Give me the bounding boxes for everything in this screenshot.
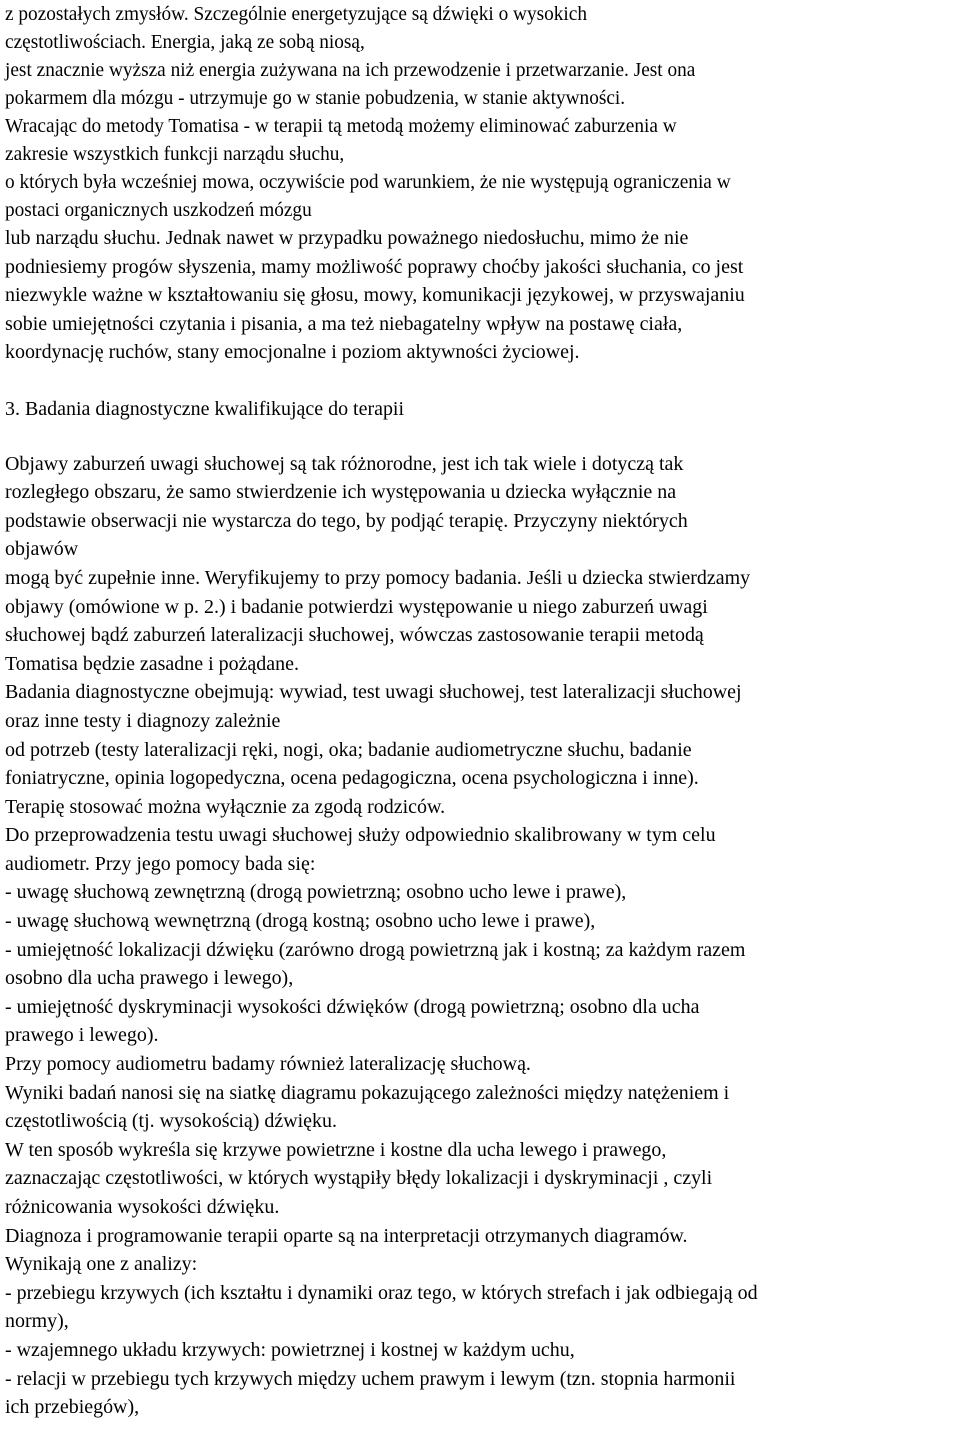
text-line: objawy (omówione w p. 2.) i badanie potwierdzi występowanie u niego zaburzeń uwagi — [5, 595, 708, 618]
text-line: różnicowania wysokości dźwięku. — [5, 1196, 280, 1218]
text-line: podstawie obserwacji nie wystarcza do tego, by podjąć terapię. Przyczyny niektórych — [5, 509, 688, 532]
paragraph-tomatis-intro — [5, 0, 957, 224]
section-body — [5, 450, 957, 1422]
text-line: sobie umiejętności czytania i pisania, a ma też niebagatelny wpływ na postawę ciała, — [5, 312, 683, 335]
text-line: Diagnoza i programowanie terapii oparte są na interpretacji otrzymanych diagramów. — [5, 1224, 688, 1247]
text-line: ich przebiegów), — [5, 1396, 140, 1419]
text-line: osobno dla ucha prawego i lewego), — [5, 967, 294, 990]
list-item: - uwagę słuchową zewnętrzną (drogą powietrzną; osobno ucho lewe i prawe), — [5, 881, 627, 904]
text-line: rozległego obszaru, że samo stwierdzenie ich występowania u dziecka wyłącznie na — [5, 481, 677, 504]
list-item: - umiejętność dyskryminacji wysokości dźwięków (drogą powietrzną; osobno dla ucha — [5, 995, 700, 1018]
text-line: niezwykle ważne w kształtowaniu się głosu, mowy, komunikacji językowej, w przyswajaniu — [5, 284, 745, 307]
section-heading — [5, 395, 957, 424]
text-line: objawów — [5, 538, 79, 561]
text-line: częstotliwością (tj. wysokością) dźwięku. — [5, 1110, 337, 1133]
text-line: Przy pomocy audiometru badamy również lateralizację słuchową. — [5, 1053, 531, 1076]
paragraph-hearing-loss — [5, 224, 957, 367]
text-line: Wyniki badań nanosi się na siatkę diagramu pokazującego zależności między natężeniem i — [5, 1081, 730, 1104]
text-line: W ten sposób wykreśla się krzywe powietrzne i kostne dla ucha lewego i prawego, — [5, 1138, 667, 1161]
list-item: - przebiegu krzywych (ich kształtu i dynamiki oraz tego, w których strefach i jak odbiegają od — [5, 1281, 758, 1304]
text-line: Wracając do metody Tomatisa - w terapii tą metodą możemy eliminować zaburzenia w — [5, 115, 677, 137]
text-line: o których była wcześniej mowa, oczywiście pod warunkiem, że nie występują ograniczenia w — [5, 171, 731, 193]
text-line: Objawy zaburzeń uwagi słuchowej są tak różnorodne, jest ich tak wiele i dotyczą tak — [5, 452, 684, 475]
text-line: foniatryczne, opinia logopedyczna, ocena pedagogiczna, ocena psychologiczna i inne). — [5, 767, 699, 790]
list-item: - umiejętność lokalizacji dźwięku (zarówno drogą powietrzną jak i kostną; za każdym razem — [5, 938, 746, 961]
text-line: lub narządu słuchu. Jednak nawet w przypadku poważnego niedosłuchu, mimo że nie — [5, 227, 689, 249]
text-line: prawego i lewego). — [5, 1024, 159, 1047]
list-item: - wzajemnego układu krzywych: powietrznej i kostnej w każdym uchu, — [5, 1338, 575, 1361]
text-line: z pozostałych zmysłów. Szczególnie energetyzujące są dźwięki o wysokich — [5, 3, 588, 25]
text-line: koordynację ruchów, stany emocjonalne i poziom aktywności życiowej. — [5, 341, 580, 364]
text-line: audiometr. Przy jego pomocy bada się: — [5, 852, 316, 875]
text-line: podniesiemy progów słyszenia, mamy możliwość poprawy choćby jakości słuchania, co jest — [5, 255, 744, 278]
text-line: zaznaczając częstotliwości, w których wystąpiły błędy lokalizacji i dyskryminacji , czyli — [5, 1167, 713, 1190]
document-page — [5, 0, 957, 1422]
text-line: słuchowej bądź zaburzeń lateralizacji słuchowej, wówczas zastosowanie terapii metodą — [5, 624, 704, 647]
text-line: Do przeprowadzenia testu uwagi słuchowej służy odpowiednio skalibrowany w tym celu — [5, 824, 716, 847]
text-line: Badania diagnostyczne obejmują: wywiad, test uwagi słuchowej, test lateralizacji słuchowej — [5, 681, 742, 704]
text-line: normy), — [5, 1310, 69, 1333]
text-line: Terapię stosować można wyłącznie za zgodą rodziców. — [5, 795, 446, 818]
text-line: postaci organicznych uszkodzeń mózgu — [5, 199, 312, 221]
text-line: Wynikają one z analizy: — [5, 1253, 198, 1276]
list-item: - uwagę słuchową wewnętrzną (drogą kostną; osobno ucho lewe i prawe), — [5, 910, 596, 933]
text-line: Tomatisa będzie zasadne i pożądane. — [5, 652, 299, 675]
list-item: - relacji w przebiegu tych krzywych między uchem prawym i lewym (tzn. stopnia harmonii — [5, 1367, 736, 1390]
text-line: oraz inne testy i diagnozy zależnie — [5, 709, 281, 732]
text-line: zakresie wszystkich funkcji narządu słuchu, — [5, 143, 345, 165]
text-line: od potrzeb (testy lateralizacji ręki, nogi, oka; badanie audiometryczne słuchu, badanie — [5, 738, 692, 761]
section-title: 3. Badania diagnostyczne kwalifikujące do terapii — [5, 397, 405, 420]
text-line: pokarmem dla mózgu - utrzymuje go w stanie pobudzenia, w stanie aktywności. — [5, 87, 626, 109]
text-line: częstotliwościach. Energia, jaką ze sobą niosą, — [5, 31, 365, 53]
text-line: mogą być zupełnie inne. Weryfikujemy to przy pomocy badania. Jeśli u dziecka stwierdzamy — [5, 566, 751, 589]
text-line: jest znacznie wyższa niż energia zużywana na ich przewodzenie i przetwarzanie. Jest ona — [5, 59, 696, 81]
